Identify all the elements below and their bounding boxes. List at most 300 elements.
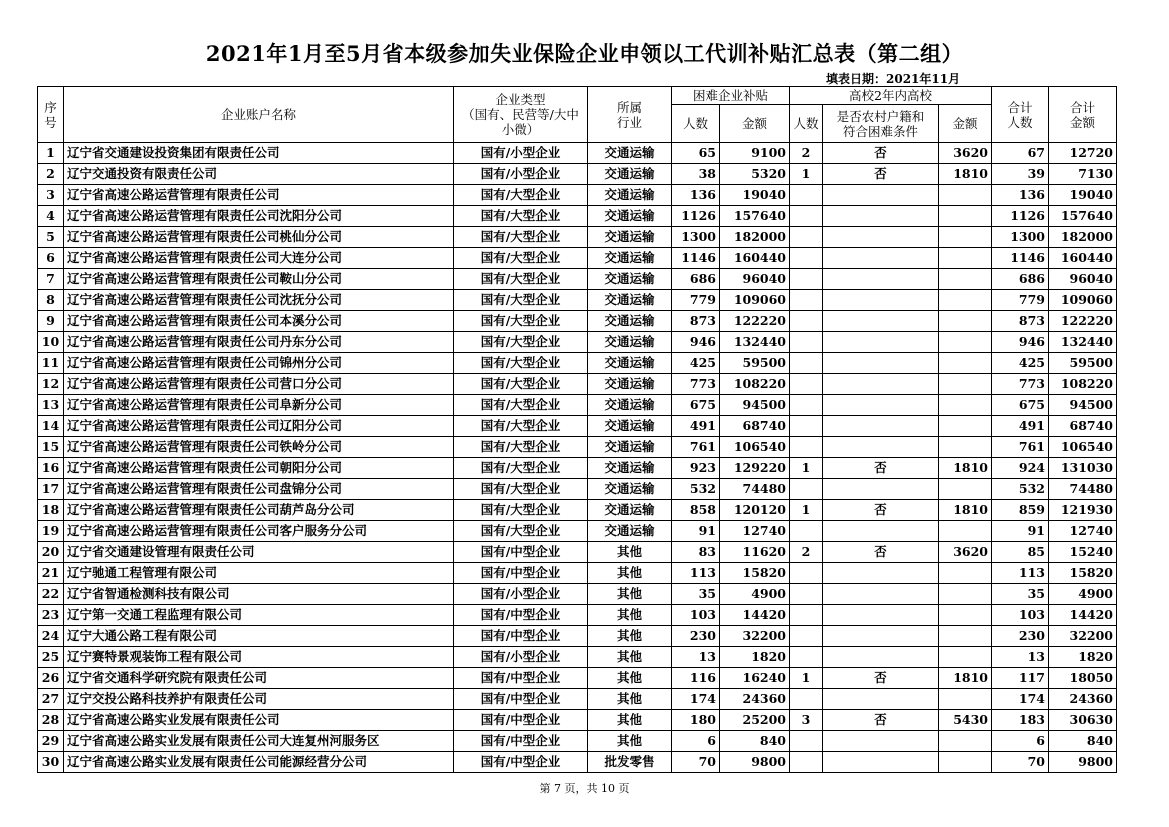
row-no-cell: 17: [38, 479, 64, 500]
hard-count-cell: 1126: [672, 206, 720, 227]
enterprise-type-cell: 国有/大型企业: [454, 206, 588, 227]
industry-cell: 其他: [588, 563, 672, 584]
enterprise-type-cell: 国有/中型企业: [454, 563, 588, 584]
hard-count-cell: 83: [672, 542, 720, 563]
total-count-cell: 1126: [992, 206, 1049, 227]
grad-rural-cell: [823, 563, 939, 584]
header-total-amount: 合计 金额: [1049, 87, 1117, 143]
grad-count-cell: [790, 416, 823, 437]
grad-amount-cell: 3620: [939, 143, 992, 164]
total-count-cell: 183: [992, 710, 1049, 731]
industry-cell: 其他: [588, 542, 672, 563]
table-row: [38, 563, 1117, 584]
company-name-cell: 辽宁省高速公路运营管理有限责任公司鞍山分公司: [64, 269, 454, 290]
industry-cell: 交通运输: [588, 206, 672, 227]
hard-amount-cell: 96040: [720, 269, 790, 290]
header-hard-group: 困难企业补贴: [672, 87, 790, 105]
hard-count-cell: 103: [672, 605, 720, 626]
table-row: [38, 248, 1117, 269]
table-row: [38, 584, 1117, 605]
total-count-cell: 67: [992, 143, 1049, 164]
hard-count-cell: 35: [672, 584, 720, 605]
row-no-cell: 10: [38, 332, 64, 353]
company-name-cell: 辽宁第一交通工程监理有限公司: [64, 605, 454, 626]
row-no-cell: 27: [38, 689, 64, 710]
company-name-cell: 辽宁交通投资有限责任公司: [64, 164, 454, 185]
enterprise-type-cell: 国有/中型企业: [454, 689, 588, 710]
row-no-cell: 5: [38, 227, 64, 248]
grad-rural-cell: [823, 689, 939, 710]
company-name-cell: 辽宁省高速公路运营管理有限责任公司铁岭分公司: [64, 437, 454, 458]
total-amount-cell: 14420: [1049, 605, 1117, 626]
enterprise-type-cell: 国有/中型企业: [454, 752, 588, 773]
table-row: [38, 374, 1117, 395]
industry-cell: 交通运输: [588, 332, 672, 353]
grad-rural-cell: [823, 227, 939, 248]
total-amount-cell: 132440: [1049, 332, 1117, 353]
grad-rural-cell: [823, 626, 939, 647]
grad-amount-cell: [939, 374, 992, 395]
total-count-cell: 39: [992, 164, 1049, 185]
industry-cell: 交通运输: [588, 353, 672, 374]
table-row: [38, 521, 1117, 542]
hard-amount-cell: 11620: [720, 542, 790, 563]
hard-amount-cell: 94500: [720, 395, 790, 416]
hard-count-cell: 180: [672, 710, 720, 731]
header-hard-amount: 金额: [720, 105, 790, 143]
enterprise-type-cell: 国有/小型企业: [454, 584, 588, 605]
total-amount-cell: 9800: [1049, 752, 1117, 773]
total-amount-cell: 157640: [1049, 206, 1117, 227]
enterprise-type-cell: 国有/大型企业: [454, 311, 588, 332]
table-row: [38, 290, 1117, 311]
row-no-cell: 11: [38, 353, 64, 374]
hard-count-cell: 38: [672, 164, 720, 185]
hard-amount-cell: 74480: [720, 479, 790, 500]
grad-amount-cell: [939, 626, 992, 647]
grad-amount-cell: [939, 269, 992, 290]
total-amount-cell: 109060: [1049, 290, 1117, 311]
table-row: [38, 185, 1117, 206]
company-name-cell: 辽宁省高速公路运营管理有限责任公司大连分公司: [64, 248, 454, 269]
hard-count-cell: 532: [672, 479, 720, 500]
grad-amount-cell: [939, 563, 992, 584]
table-row: [38, 458, 1117, 479]
table-row: [38, 710, 1117, 731]
row-no-cell: 26: [38, 668, 64, 689]
hard-amount-cell: 132440: [720, 332, 790, 353]
row-no-cell: 25: [38, 647, 64, 668]
hard-count-cell: 873: [672, 311, 720, 332]
total-amount-cell: 4900: [1049, 584, 1117, 605]
grad-count-cell: 2: [790, 542, 823, 563]
industry-cell: 其他: [588, 584, 672, 605]
enterprise-type-cell: 国有/大型企业: [454, 290, 588, 311]
grad-amount-cell: 1810: [939, 458, 992, 479]
total-amount-cell: 30630: [1049, 710, 1117, 731]
hard-amount-cell: 5320: [720, 164, 790, 185]
enterprise-type-cell: 国有/大型企业: [454, 248, 588, 269]
grad-rural-cell: [823, 752, 939, 773]
grad-amount-cell: [939, 311, 992, 332]
grad-rural-cell: [823, 290, 939, 311]
row-no-cell: 6: [38, 248, 64, 269]
hard-count-cell: 923: [672, 458, 720, 479]
industry-cell: 交通运输: [588, 521, 672, 542]
hard-amount-cell: 68740: [720, 416, 790, 437]
table-row: [38, 353, 1117, 374]
total-count-cell: 70: [992, 752, 1049, 773]
page-title: 2021年1月至5月省本级参加失业保险企业申领以工代训补贴汇总表（第二组）: [205, 41, 964, 66]
hard-amount-cell: 12740: [720, 521, 790, 542]
total-count-cell: 230: [992, 626, 1049, 647]
hard-amount-cell: 129220: [720, 458, 790, 479]
total-amount-cell: 1820: [1049, 647, 1117, 668]
total-count-cell: 35: [992, 584, 1049, 605]
total-count-cell: 13: [992, 647, 1049, 668]
grad-count-cell: [790, 479, 823, 500]
hard-amount-cell: 4900: [720, 584, 790, 605]
total-count-cell: 491: [992, 416, 1049, 437]
grad-amount-cell: 5430: [939, 710, 992, 731]
company-name-cell: 辽宁省高速公路运营管理有限责任公司朝阳分公司: [64, 458, 454, 479]
hard-count-cell: 65: [672, 143, 720, 164]
row-no-cell: 2: [38, 164, 64, 185]
hard-count-cell: 686: [672, 269, 720, 290]
total-count-cell: 773: [992, 374, 1049, 395]
grad-rural-cell: [823, 437, 939, 458]
table-row: [38, 332, 1117, 353]
industry-cell: 交通运输: [588, 479, 672, 500]
hard-count-cell: 425: [672, 353, 720, 374]
grad-amount-cell: 1810: [939, 668, 992, 689]
row-no-cell: 12: [38, 374, 64, 395]
grad-count-cell: [790, 311, 823, 332]
total-amount-cell: 74480: [1049, 479, 1117, 500]
grad-rural-cell: 否: [823, 710, 939, 731]
enterprise-type-cell: 国有/中型企业: [454, 731, 588, 752]
grad-amount-cell: [939, 332, 992, 353]
total-amount-cell: 24360: [1049, 689, 1117, 710]
hard-count-cell: 1300: [672, 227, 720, 248]
grad-rural-cell: [823, 647, 939, 668]
grad-rural-cell: 否: [823, 164, 939, 185]
company-name-cell: 辽宁省高速公路运营管理有限责任公司桃仙分公司: [64, 227, 454, 248]
hard-amount-cell: 122220: [720, 311, 790, 332]
header-grad-group: 高校2年内高校: [790, 87, 992, 105]
enterprise-type-cell: 国有/大型企业: [454, 374, 588, 395]
hard-count-cell: 6: [672, 731, 720, 752]
company-name-cell: 辽宁省高速公路实业发展有限责任公司: [64, 710, 454, 731]
row-no-cell: 16: [38, 458, 64, 479]
enterprise-type-cell: 国有/中型企业: [454, 605, 588, 626]
enterprise-type-cell: 国有/小型企业: [454, 143, 588, 164]
hard-count-cell: 13: [672, 647, 720, 668]
company-name-cell: 辽宁省高速公路实业发展有限责任公司能源经营分公司: [64, 752, 454, 773]
table-row: [38, 752, 1117, 773]
total-amount-cell: 106540: [1049, 437, 1117, 458]
enterprise-type-cell: 国有/中型企业: [454, 668, 588, 689]
total-amount-cell: 18050: [1049, 668, 1117, 689]
header-grad-count: 人数: [790, 105, 823, 143]
row-no-cell: 29: [38, 731, 64, 752]
row-no-cell: 21: [38, 563, 64, 584]
industry-cell: 交通运输: [588, 458, 672, 479]
hard-count-cell: 116: [672, 668, 720, 689]
hard-amount-cell: 840: [720, 731, 790, 752]
grad-rural-cell: [823, 353, 939, 374]
grad-count-cell: [790, 185, 823, 206]
grad-rural-cell: 否: [823, 143, 939, 164]
company-name-cell: 辽宁省智通检测科技有限公司: [64, 584, 454, 605]
table-row: [38, 731, 1117, 752]
total-amount-cell: 182000: [1049, 227, 1117, 248]
table-row: [38, 689, 1117, 710]
company-name-cell: 辽宁省高速公路实业发展有限责任公司大连复州河服务区: [64, 731, 454, 752]
grad-rural-cell: [823, 584, 939, 605]
subsidy-table: [37, 86, 1117, 773]
header-type: 企业类型 （国有、民营等/大中小微）: [454, 87, 588, 143]
header-grad-amount: 金额: [939, 105, 992, 143]
grad-amount-cell: [939, 584, 992, 605]
grad-rural-cell: [823, 185, 939, 206]
hard-amount-cell: 109060: [720, 290, 790, 311]
total-amount-cell: 68740: [1049, 416, 1117, 437]
enterprise-type-cell: 国有/大型企业: [454, 416, 588, 437]
row-no-cell: 23: [38, 605, 64, 626]
enterprise-type-cell: 国有/大型企业: [454, 332, 588, 353]
total-count-cell: 113: [992, 563, 1049, 584]
company-name-cell: 辽宁省高速公路运营管理有限责任公司沈阳分公司: [64, 206, 454, 227]
hard-amount-cell: 19040: [720, 185, 790, 206]
industry-cell: 其他: [588, 731, 672, 752]
total-amount-cell: 94500: [1049, 395, 1117, 416]
row-no-cell: 22: [38, 584, 64, 605]
total-amount-cell: 131030: [1049, 458, 1117, 479]
industry-cell: 其他: [588, 689, 672, 710]
company-name-cell: 辽宁省高速公路运营管理有限责任公司阜新分公司: [64, 395, 454, 416]
company-name-cell: 辽宁驰通工程管理有限公司: [64, 563, 454, 584]
total-amount-cell: 121930: [1049, 500, 1117, 521]
hard-count-cell: 946: [672, 332, 720, 353]
hard-amount-cell: 16240: [720, 668, 790, 689]
total-amount-cell: 12740: [1049, 521, 1117, 542]
industry-cell: 交通运输: [588, 311, 672, 332]
industry-cell: 交通运输: [588, 416, 672, 437]
grad-amount-cell: [939, 185, 992, 206]
total-amount-cell: 122220: [1049, 311, 1117, 332]
grad-amount-cell: [939, 731, 992, 752]
hard-count-cell: 230: [672, 626, 720, 647]
table-row: [38, 647, 1117, 668]
header-grad-rural: 是否农村户籍和 符合困难条件: [823, 105, 939, 143]
grad-rural-cell: [823, 311, 939, 332]
row-no-cell: 18: [38, 500, 64, 521]
header-name: 企业账户名称: [64, 87, 454, 143]
grad-amount-cell: [939, 227, 992, 248]
enterprise-type-cell: 国有/小型企业: [454, 164, 588, 185]
company-name-cell: 辽宁省高速公路运营管理有限责任公司沈抚分公司: [64, 290, 454, 311]
hard-count-cell: 91: [672, 521, 720, 542]
hard-amount-cell: 25200: [720, 710, 790, 731]
grad-count-cell: [790, 689, 823, 710]
grad-rural-cell: [823, 332, 939, 353]
company-name-cell: 辽宁省高速公路运营管理有限责任公司葫芦岛分公司: [64, 500, 454, 521]
grad-count-cell: [790, 752, 823, 773]
grad-rural-cell: [823, 521, 939, 542]
grad-amount-cell: [939, 521, 992, 542]
table-row: [38, 206, 1117, 227]
industry-cell: 交通运输: [588, 374, 672, 395]
grad-rural-cell: 否: [823, 500, 939, 521]
header-hard-count: 人数: [672, 105, 720, 143]
hard-count-cell: 70: [672, 752, 720, 773]
page-footer: 第 7 页，共 10 页: [539, 782, 630, 795]
grad-count-cell: 3: [790, 710, 823, 731]
table-row: [38, 269, 1117, 290]
enterprise-type-cell: 国有/大型企业: [454, 353, 588, 374]
enterprise-type-cell: 国有/大型企业: [454, 500, 588, 521]
hard-count-cell: 761: [672, 437, 720, 458]
industry-cell: 交通运输: [588, 500, 672, 521]
row-no-cell: 4: [38, 206, 64, 227]
grad-rural-cell: [823, 206, 939, 227]
industry-cell: 其他: [588, 626, 672, 647]
grad-rural-cell: 否: [823, 458, 939, 479]
table-row: [38, 479, 1117, 500]
total-count-cell: 946: [992, 332, 1049, 353]
total-count-cell: 6: [992, 731, 1049, 752]
grad-rural-cell: [823, 605, 939, 626]
grad-count-cell: [790, 395, 823, 416]
total-count-cell: 103: [992, 605, 1049, 626]
grad-amount-cell: [939, 416, 992, 437]
total-count-cell: 425: [992, 353, 1049, 374]
grad-count-cell: [790, 248, 823, 269]
grad-count-cell: [790, 269, 823, 290]
grad-amount-cell: [939, 479, 992, 500]
company-name-cell: 辽宁赛特景观装饰工程有限公司: [64, 647, 454, 668]
enterprise-type-cell: 国有/大型企业: [454, 437, 588, 458]
row-no-cell: 7: [38, 269, 64, 290]
company-name-cell: 辽宁省高速公路运营管理有限责任公司营口分公司: [64, 374, 454, 395]
table-row: [38, 668, 1117, 689]
hard-amount-cell: 1820: [720, 647, 790, 668]
grad-rural-cell: [823, 248, 939, 269]
grad-rural-cell: [823, 479, 939, 500]
company-name-cell: 辽宁省高速公路运营管理有限责任公司本溪分公司: [64, 311, 454, 332]
grad-amount-cell: [939, 353, 992, 374]
grad-rural-cell: [823, 416, 939, 437]
total-amount-cell: 7130: [1049, 164, 1117, 185]
grad-count-cell: [790, 374, 823, 395]
enterprise-type-cell: 国有/中型企业: [454, 710, 588, 731]
company-name-cell: 辽宁省交通建设投资集团有限责任公司: [64, 143, 454, 164]
total-amount-cell: 59500: [1049, 353, 1117, 374]
grad-count-cell: 1: [790, 164, 823, 185]
header-industry: 所属 行业: [588, 87, 672, 143]
grad-count-cell: [790, 605, 823, 626]
industry-cell: 交通运输: [588, 227, 672, 248]
table-row: [38, 542, 1117, 563]
table-row: [38, 437, 1117, 458]
total-count-cell: 1300: [992, 227, 1049, 248]
row-no-cell: 3: [38, 185, 64, 206]
grad-amount-cell: [939, 605, 992, 626]
row-no-cell: 14: [38, 416, 64, 437]
hard-amount-cell: 24360: [720, 689, 790, 710]
company-name-cell: 辽宁省高速公路运营管理有限责任公司盘锦分公司: [64, 479, 454, 500]
table-row: [38, 143, 1117, 164]
industry-cell: 交通运输: [588, 143, 672, 164]
total-count-cell: 675: [992, 395, 1049, 416]
total-amount-cell: 160440: [1049, 248, 1117, 269]
hard-amount-cell: 160440: [720, 248, 790, 269]
grad-count-cell: [790, 206, 823, 227]
table-row: [38, 395, 1117, 416]
table-row: [38, 227, 1117, 248]
grad-amount-cell: [939, 689, 992, 710]
hard-count-cell: 113: [672, 563, 720, 584]
grad-amount-cell: [939, 437, 992, 458]
company-name-cell: 辽宁大通公路工程有限公司: [64, 626, 454, 647]
hard-count-cell: 858: [672, 500, 720, 521]
enterprise-type-cell: 国有/大型企业: [454, 227, 588, 248]
hard-amount-cell: 9800: [720, 752, 790, 773]
company-name-cell: 辽宁省交通建设管理有限责任公司: [64, 542, 454, 563]
grad-amount-cell: [939, 206, 992, 227]
hard-amount-cell: 108220: [720, 374, 790, 395]
grad-count-cell: [790, 353, 823, 374]
grad-count-cell: [790, 290, 823, 311]
total-amount-cell: 15820: [1049, 563, 1117, 584]
company-name-cell: 辽宁省高速公路运营管理有限责任公司丹东分公司: [64, 332, 454, 353]
grad-count-cell: 1: [790, 668, 823, 689]
total-count-cell: 136: [992, 185, 1049, 206]
enterprise-type-cell: 国有/大型企业: [454, 458, 588, 479]
hard-amount-cell: 14420: [720, 605, 790, 626]
total-count-cell: 686: [992, 269, 1049, 290]
row-no-cell: 19: [38, 521, 64, 542]
grad-rural-cell: [823, 395, 939, 416]
hard-amount-cell: 120120: [720, 500, 790, 521]
grad-rural-cell: [823, 374, 939, 395]
hard-count-cell: 773: [672, 374, 720, 395]
grad-amount-cell: 1810: [939, 500, 992, 521]
row-no-cell: 24: [38, 626, 64, 647]
hard-count-cell: 136: [672, 185, 720, 206]
total-amount-cell: 96040: [1049, 269, 1117, 290]
grad-amount-cell: 3620: [939, 542, 992, 563]
total-count-cell: 117: [992, 668, 1049, 689]
enterprise-type-cell: 国有/大型企业: [454, 269, 588, 290]
enterprise-type-cell: 国有/小型企业: [454, 647, 588, 668]
industry-cell: 交通运输: [588, 248, 672, 269]
grad-rural-cell: 否: [823, 668, 939, 689]
grad-count-cell: [790, 227, 823, 248]
hard-amount-cell: 157640: [720, 206, 790, 227]
grad-amount-cell: [939, 752, 992, 773]
grad-count-cell: [790, 437, 823, 458]
industry-cell: 交通运输: [588, 290, 672, 311]
industry-cell: 其他: [588, 647, 672, 668]
hard-amount-cell: 106540: [720, 437, 790, 458]
industry-cell: 交通运输: [588, 164, 672, 185]
row-no-cell: 1: [38, 143, 64, 164]
enterprise-type-cell: 国有/中型企业: [454, 626, 588, 647]
total-count-cell: 779: [992, 290, 1049, 311]
grad-rural-cell: 否: [823, 542, 939, 563]
